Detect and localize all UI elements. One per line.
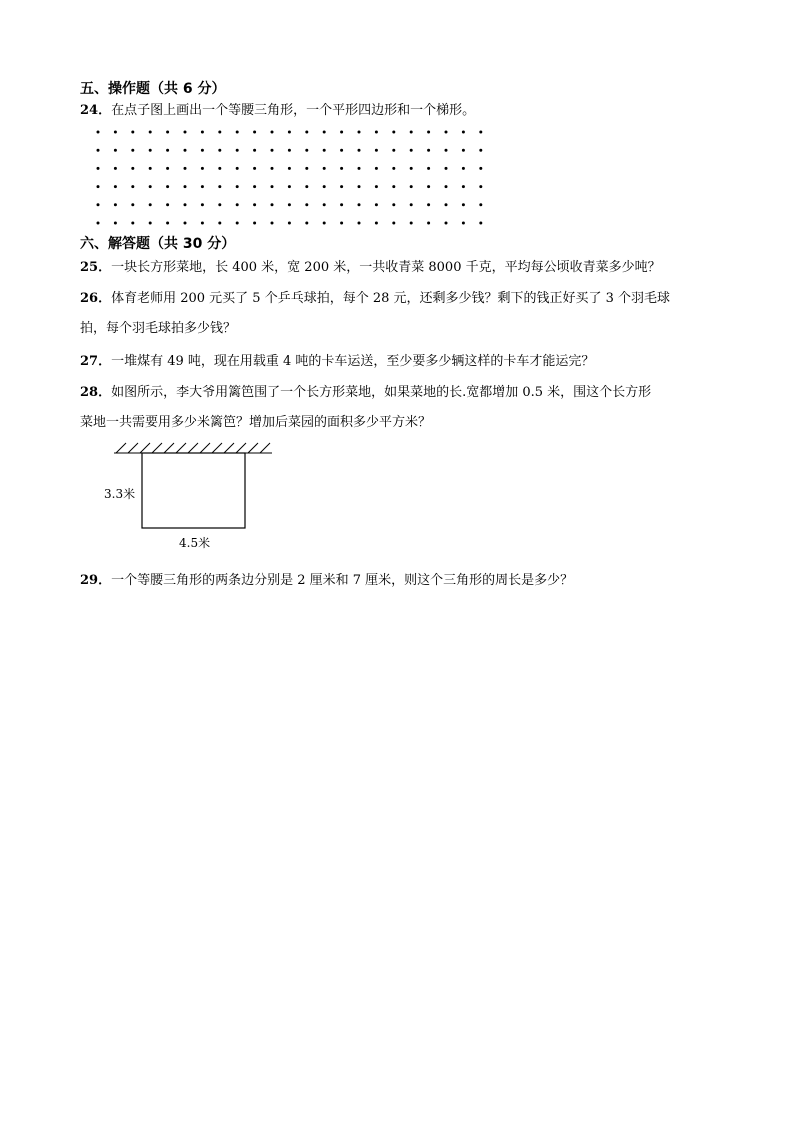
grid-dot[interactable]: [358, 222, 361, 225]
grid-dot[interactable]: [305, 167, 308, 170]
grid-dot[interactable]: [253, 185, 256, 188]
grid-dot[interactable]: [445, 149, 448, 152]
grid-dot[interactable]: [323, 222, 326, 225]
grid-dot[interactable]: [305, 185, 308, 188]
grid-dot[interactable]: [97, 222, 100, 225]
grid-dot[interactable]: [375, 149, 378, 152]
grid-dot[interactable]: [236, 149, 239, 152]
grid-dot[interactable]: [149, 131, 152, 134]
grid-dot[interactable]: [410, 222, 413, 225]
grid-dot[interactable]: [358, 185, 361, 188]
grid-dot[interactable]: [218, 203, 221, 206]
grid-dot[interactable]: [131, 203, 134, 206]
grid-dot[interactable]: [253, 131, 256, 134]
grid-dot[interactable]: [375, 185, 378, 188]
grid-dot[interactable]: [201, 149, 204, 152]
grid-dot[interactable]: [149, 167, 152, 170]
grid-dot[interactable]: [271, 185, 274, 188]
grid-dot[interactable]: [253, 149, 256, 152]
grid-dot[interactable]: [114, 131, 117, 134]
grid-dot[interactable]: [410, 203, 413, 206]
grid-dot[interactable]: [271, 203, 274, 206]
grid-dot[interactable]: [97, 131, 100, 134]
grid-dot[interactable]: [184, 131, 187, 134]
grid-dot[interactable]: [462, 131, 465, 134]
grid-dot[interactable]: [201, 131, 204, 134]
grid-dot[interactable]: [462, 203, 465, 206]
grid-dot[interactable]: [375, 167, 378, 170]
grid-dot[interactable]: [166, 203, 169, 206]
grid-dot[interactable]: [427, 222, 430, 225]
grid-dot[interactable]: [131, 185, 134, 188]
grid-dot[interactable]: [410, 185, 413, 188]
grid-dot[interactable]: [288, 131, 291, 134]
question-29: [80, 571, 573, 591]
grid-dot[interactable]: [288, 149, 291, 152]
grid-dot[interactable]: [131, 222, 134, 225]
grid-dot[interactable]: [236, 185, 239, 188]
question-text-line1: 体育老师用 200 元买了 5 个乒乓球拍，每个 28 元，还剩多少钱？剩下的钱正好买了 3 个羽毛球: [111, 291, 671, 306]
question-number: 24．: [80, 103, 112, 118]
grid-dot[interactable]: [184, 222, 187, 225]
grid-dot[interactable]: [479, 149, 482, 152]
question-text: 一个等腰三角形的两条边分别是 2 厘米和 7 厘米，则这个三角形的周长是多少？: [111, 573, 574, 588]
grid-dot[interactable]: [340, 131, 343, 134]
grid-dot[interactable]: [236, 222, 239, 225]
question-text: 一堆煤有 49 吨，现在用载重 4 吨的卡车运送，至少要多少辆这样的卡车才能运完？: [111, 354, 595, 369]
question-text: 一块长方形菜地，长 400 米，宽 200 米，一共收青菜 8000 千克，平均每公顷收青菜多少吨？: [111, 260, 661, 275]
garden-rectangle: [142, 453, 245, 528]
garden-figure: [100, 440, 290, 555]
grid-dot[interactable]: [184, 203, 187, 206]
grid-dot[interactable]: [236, 167, 239, 170]
grid-dot[interactable]: [462, 185, 465, 188]
grid-dot[interactable]: [97, 167, 100, 170]
grid-dot[interactable]: [131, 167, 134, 170]
grid-dot[interactable]: [462, 149, 465, 152]
grid-dot[interactable]: [236, 131, 239, 134]
grid-dot[interactable]: [375, 222, 378, 225]
grid-dot[interactable]: [114, 185, 117, 188]
grid-dot[interactable]: [218, 131, 221, 134]
grid-dot[interactable]: [97, 185, 100, 188]
grid-dot[interactable]: [184, 167, 187, 170]
grid-dot[interactable]: [358, 203, 361, 206]
grid-dot[interactable]: [201, 185, 204, 188]
grid-dot[interactable]: [288, 203, 291, 206]
grid-dot[interactable]: [114, 149, 117, 152]
grid-dot[interactable]: [114, 222, 117, 225]
grid-dot[interactable]: [445, 185, 448, 188]
grid-dot[interactable]: [149, 222, 152, 225]
grid-dot[interactable]: [201, 167, 204, 170]
grid-dot[interactable]: [97, 149, 100, 152]
section-title-answers: 六、解答题（共 30 分）: [80, 236, 236, 252]
question-26: [80, 289, 670, 309]
grid-dot[interactable]: [184, 185, 187, 188]
question-number: 25．: [80, 260, 112, 275]
grid-dot[interactable]: [218, 149, 221, 152]
grid-dot[interactable]: [323, 149, 326, 152]
grid-dot[interactable]: [427, 167, 430, 170]
grid-dot[interactable]: [166, 185, 169, 188]
grid-dot[interactable]: [149, 203, 152, 206]
grid-dot[interactable]: [236, 203, 239, 206]
grid-dot[interactable]: [305, 131, 308, 134]
grid-dot[interactable]: [410, 167, 413, 170]
grid-dot[interactable]: [114, 167, 117, 170]
grid-dot[interactable]: [271, 167, 274, 170]
grid-dot[interactable]: [427, 131, 430, 134]
grid-dot[interactable]: [166, 149, 169, 152]
grid-dot[interactable]: [392, 131, 395, 134]
grid-dot[interactable]: [149, 185, 152, 188]
grid-dot[interactable]: [271, 131, 274, 134]
grid-dot[interactable]: [392, 222, 395, 225]
grid-dot[interactable]: [218, 167, 221, 170]
grid-dot[interactable]: [445, 131, 448, 134]
grid-dot[interactable]: [184, 149, 187, 152]
question-28: [80, 383, 651, 403]
grid-dot[interactable]: [462, 167, 465, 170]
grid-dot[interactable]: [340, 167, 343, 170]
grid-dot[interactable]: [305, 149, 308, 152]
grid-dot[interactable]: [305, 203, 308, 206]
grid-dot[interactable]: [288, 222, 291, 225]
grid-dot[interactable]: [288, 185, 291, 188]
question-26-continued: 拍，每个羽毛球拍多少钱？: [80, 321, 237, 336]
grid-dot[interactable]: [392, 149, 395, 152]
grid-dot[interactable]: [358, 149, 361, 152]
grid-dot[interactable]: [323, 203, 326, 206]
question-number: 28．: [80, 385, 112, 400]
grid-dot[interactable]: [445, 222, 448, 225]
grid-dot[interactable]: [340, 185, 343, 188]
grid-dot[interactable]: [479, 185, 482, 188]
grid-dot[interactable]: [340, 149, 343, 152]
question-text-line1: 如图所示，李大爷用篱笆围了一个长方形菜地，如果菜地的长.宽都增加 0.5 米，围这个长方形: [111, 385, 652, 400]
grid-dot[interactable]: [375, 203, 378, 206]
grid-dot[interactable]: [427, 149, 430, 152]
grid-dot[interactable]: [253, 167, 256, 170]
grid-dot[interactable]: [427, 185, 430, 188]
dot-grid[interactable]: [88, 124, 494, 230]
question-number: 26．: [80, 291, 112, 306]
grid-dot[interactable]: [392, 167, 395, 170]
grid-dot[interactable]: [201, 203, 204, 206]
grid-dot[interactable]: [445, 203, 448, 206]
question-25: [80, 258, 661, 278]
grid-dot[interactable]: [479, 167, 482, 170]
grid-dot[interactable]: [131, 149, 134, 152]
grid-dot[interactable]: [340, 203, 343, 206]
grid-dot[interactable]: [253, 203, 256, 206]
grid-dot[interactable]: [358, 131, 361, 134]
grid-dot[interactable]: [410, 131, 413, 134]
grid-dot[interactable]: [166, 131, 169, 134]
grid-dot[interactable]: [166, 167, 169, 170]
grid-dot[interactable]: [427, 203, 430, 206]
grid-dot[interactable]: [201, 222, 204, 225]
grid-dot[interactable]: [131, 131, 134, 134]
grid-dot[interactable]: [323, 185, 326, 188]
grid-dot[interactable]: [462, 222, 465, 225]
question-27: [80, 352, 594, 372]
grid-dot[interactable]: [323, 167, 326, 170]
grid-dot[interactable]: [114, 203, 117, 206]
grid-dot[interactable]: [253, 222, 256, 225]
question-number: 27．: [80, 354, 112, 369]
grid-dot[interactable]: [271, 149, 274, 152]
grid-dot[interactable]: [358, 167, 361, 170]
question-28-continued: 菜地一共需要用多少米篱笆？增加后菜园的面积多少平方米？: [80, 415, 432, 430]
grid-dot[interactable]: [392, 185, 395, 188]
grid-dot[interactable]: [218, 185, 221, 188]
grid-dot[interactable]: [479, 203, 482, 206]
height-label: 3.3米: [104, 487, 136, 501]
grid-dot[interactable]: [149, 149, 152, 152]
grid-dot[interactable]: [392, 203, 395, 206]
grid-dot[interactable]: [479, 222, 482, 225]
grid-dot[interactable]: [97, 203, 100, 206]
width-label: 4.5米: [179, 536, 211, 550]
question-number: 29．: [80, 573, 112, 588]
question-24: [80, 101, 475, 121]
grid-dot[interactable]: [218, 222, 221, 225]
grid-dot[interactable]: [271, 222, 274, 225]
grid-dot[interactable]: [166, 222, 169, 225]
fence-wall-hatch: [114, 443, 272, 453]
grid-dot[interactable]: [445, 167, 448, 170]
grid-dot[interactable]: [479, 131, 482, 134]
grid-dot[interactable]: [323, 131, 326, 134]
grid-dot[interactable]: [410, 149, 413, 152]
grid-dot[interactable]: [305, 222, 308, 225]
grid-dot[interactable]: [340, 222, 343, 225]
question-text: 在点子图上画出一个等腰三角形，一个平形四边形和一个梯形。: [111, 103, 476, 118]
grid-dot[interactable]: [288, 167, 291, 170]
grid-dot[interactable]: [375, 131, 378, 134]
section-title-operation: 五、操作题（共 6 分）: [80, 81, 226, 97]
